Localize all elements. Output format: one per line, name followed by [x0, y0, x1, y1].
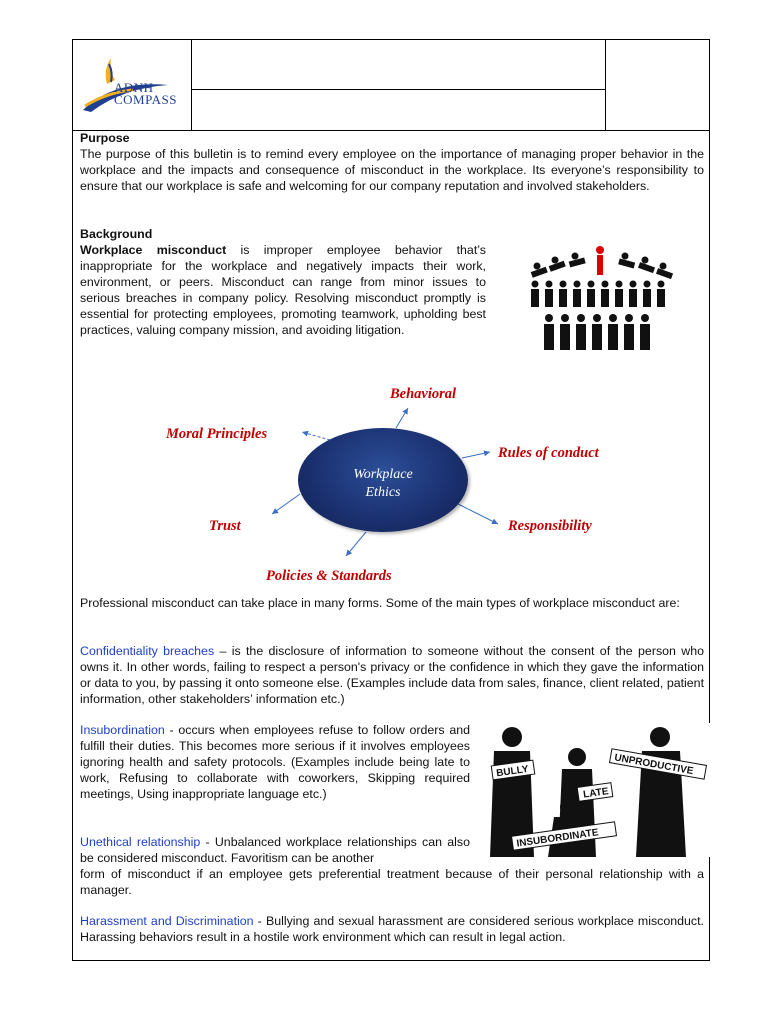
insubordination-body: - occurs when employees refuse to follow orders and fulfill their duties. This becomes more serious if it involves employees ignoring health and safety protocols. (Examples include being late to work, Refusing to collaborate with coworkers, Skipping required meetings, Using inappropriate language etc.) [80, 723, 470, 801]
confidentiality-body: – is the disclosure of information to someone without the consent of the person who owns it. In other words, failing to respect a person's privacy or the confidence in which they gave the information or data to you, by passing it onto someone else. (Examples include data from sales, finance, client related, patient information, other stakeholders’ information etc.) [80, 644, 705, 706]
logo-line1: ADNH [114, 80, 154, 95]
unethical-body-1: - Unbalanced workplace relationships can also be considered misconduct. Favoritism can be another [80, 835, 470, 865]
background-term: Workplace misconduct [80, 243, 227, 257]
background-text: is improper employee behavior that’s inappropriate for the workplace and negatively impacts their work, environment, or peers. Misconduct can range from minor issues to serious breaches in company policy. Resolving misconduct promptly is essential for protecting employees, promoting teamwork, upholding best practices, valuing company mission, and avoiding litigation. [80, 243, 486, 337]
center-line1: Workplace [353, 467, 413, 482]
late-tag: LATE [582, 786, 610, 801]
center-line2: Ethics [365, 485, 401, 500]
unethical-paragraph-part2: form of misconduct if an employee gets preferential treatment because of their personal relationship with a manager. [80, 867, 704, 897]
purpose-body: The purpose of this bulletin is to remind every employee on the importance of managing proper behavior in the workplace and the impacts and consequence of misconduct in the workplace. Its everyone’s responsibility to ensure that our workplace is safe and welcoming for our company reputation and involved stakeholders. [80, 147, 704, 193]
policies-standards-label: Policies & Standards [266, 568, 392, 584]
misconduct-types-illustration [482, 723, 710, 857]
harassment-paragraph [80, 913, 704, 945]
trust-label: Trust [209, 518, 241, 534]
harassment-term: Harassment and Discrimination [80, 914, 254, 928]
insubordination-term: Insubordination [80, 723, 165, 737]
moral-principles-label: Moral Principles [166, 426, 268, 442]
bully-tag: BULLY [495, 763, 530, 780]
harassment-body: - Bullying and sexual harassment are considered serious workplace misconduct. Harassing behaviors result in a hostile work environment which can result in legal action. [80, 914, 705, 944]
confidentiality-term: Confidentiality breaches [80, 644, 215, 658]
unethical-term: Unethical relationship [80, 835, 201, 849]
behavioral-label: Behavioral [390, 386, 457, 402]
rules-of-conduct-label: Rules of conduct [498, 445, 599, 461]
insubordination-paragraph [80, 722, 470, 802]
confidentiality-paragraph [80, 643, 704, 707]
unproductive-tag: UNPRODUCTIVE [613, 752, 695, 778]
responsibility-label: Responsibility [508, 518, 592, 534]
background-heading: Background [80, 227, 153, 241]
purpose-heading: Purpose [80, 131, 130, 145]
logo-line2: COMPASS [114, 92, 178, 107]
insubordinate-tag: INSUBORDINATE [515, 827, 600, 850]
unethical-paragraph-part1 [80, 834, 470, 866]
workplace-ethics-label [298, 466, 468, 502]
misconduct-intro: Professional misconduct can take place in many forms. Some of the main types of workplace misconduct are: [80, 596, 680, 610]
